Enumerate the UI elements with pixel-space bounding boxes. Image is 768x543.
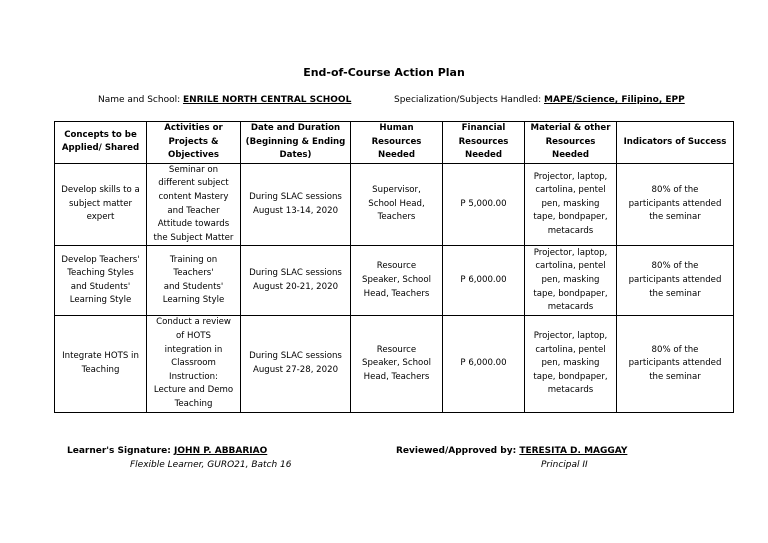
cell-human-resources: Resource Speaker, School Head, Teachers <box>351 316 443 412</box>
cell-financial: P 6,000.00 <box>443 316 525 412</box>
cell-human-resources: Supervisor, School Head, Teachers <box>351 163 443 246</box>
document-title: End-of-Course Action Plan <box>303 66 465 79</box>
cell-date: During SLAC sessions August 27-28, 2020 <box>241 316 351 412</box>
header-financial-resources: Financial Resources Needed <box>443 122 525 164</box>
cell-materials: Projector, laptop, cartolina, pentel pen, masking tape, bondpaper, metacards <box>525 163 617 246</box>
cell-indicators: 80% of the participants attended the seminar <box>617 316 734 412</box>
table-row <box>55 316 734 412</box>
learner-name: JOHN P. ABBARIAO <box>174 446 268 456</box>
name-school-value: ENRILE NORTH CENTRAL SCHOOL <box>182 95 352 105</box>
learner-signature-label: Learner's Signature: <box>67 446 175 456</box>
cell-activity: Training on Teachers' and Students' Learning Style <box>147 246 241 316</box>
table-row <box>55 163 734 246</box>
cell-concept: Develop skills to a subject matter expert <box>55 163 147 246</box>
specialization-value: MAPE/Science, Filipino, EPP <box>543 95 685 105</box>
name-school-label: Name and School: <box>98 95 183 105</box>
cell-human-resources: Resource Speaker, School Head, Teachers <box>351 246 443 316</box>
cell-concept: Develop Teachers' Teaching Styles and Students' Learning Style <box>55 246 147 316</box>
header-indicators: Indicators of Success <box>617 122 734 164</box>
table-header-row <box>55 122 734 164</box>
learner-signature-line <box>67 446 267 456</box>
specialization-label: Specialization/Subjects Handled: <box>394 95 544 105</box>
header-human-resources: Human Resources Needed <box>351 122 443 164</box>
header-materials: Material & other Resources Needed <box>525 122 617 164</box>
cell-indicators: 80% of the participants attended the seminar <box>617 163 734 246</box>
cell-indicators: 80% of the participants attended the seminar <box>617 246 734 316</box>
cell-concept: Integrate HOTS in Teaching <box>55 316 147 412</box>
header-activities: Activities or Projects & Objectives <box>147 122 241 164</box>
cell-activity: Conduct a review of HOTS integration in Classroom Instruction: Lecture and Demo Teaching <box>147 316 241 412</box>
header-concepts: Concepts to be Applied/ Shared <box>55 122 147 164</box>
action-plan-table <box>54 121 734 413</box>
reviewer-name: TERESITA D. MAGGAY <box>519 446 628 456</box>
name-school-line <box>98 95 351 105</box>
reviewer-label: Reviewed/Approved by: <box>396 446 520 456</box>
cell-date: During SLAC sessions August 20-21, 2020 <box>241 246 351 316</box>
cell-date: During SLAC sessions August 13-14, 2020 <box>241 163 351 246</box>
table-row <box>55 246 734 316</box>
reviewer-subtitle: Principal II <box>541 460 588 470</box>
specialization-line <box>394 95 685 105</box>
cell-financial: P 6,000.00 <box>443 246 525 316</box>
cell-activity: Seminar on different subject content Mastery and Teacher Attitude towards the Subject Matter <box>147 163 241 246</box>
learner-subtitle: Flexible Learner, GURO21, Batch 16 <box>130 460 292 470</box>
cell-materials: Projector, laptop, cartolina, pentel pen, masking tape, bondpaper, metacards <box>525 246 617 316</box>
cell-financial: P 5,000.00 <box>443 163 525 246</box>
reviewer-signature-line <box>396 446 627 456</box>
header-date-duration: Date and Duration (Beginning & Ending Dates) <box>241 122 351 164</box>
cell-materials: Projector, laptop, cartolina, pentel pen, masking tape, bondpaper, metacards <box>525 316 617 412</box>
